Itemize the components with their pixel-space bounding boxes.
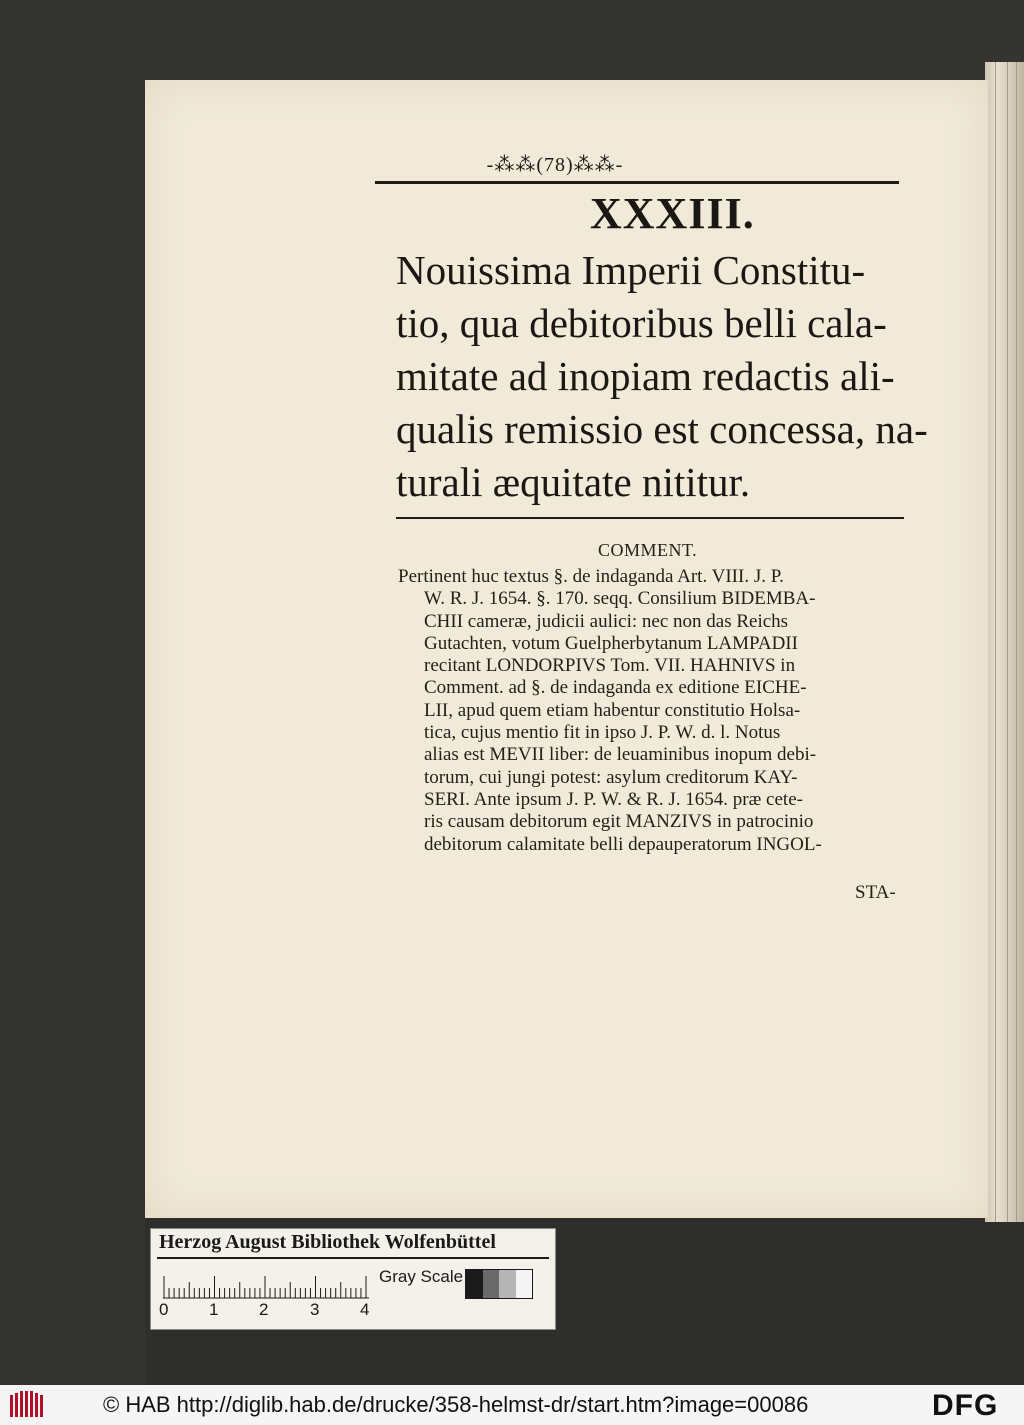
label-underline xyxy=(157,1257,549,1259)
ruler-number: 3 xyxy=(310,1300,320,1319)
heading-line: mitate ad inopiam redactis ali- xyxy=(396,353,895,399)
ruler-number: 2 xyxy=(259,1300,269,1319)
body-line: Pertinent huc textus §. de indaganda Art. VIII. J. P. xyxy=(398,566,784,587)
header-rule xyxy=(375,181,899,184)
ruler-scale xyxy=(163,1269,369,1299)
ruler-number: 0 xyxy=(159,1300,169,1319)
gray-scale-swatches xyxy=(465,1269,533,1299)
body-line: ris causam debitorum egit MANZIVS in patrocinio xyxy=(424,811,814,833)
scan-background-left xyxy=(0,0,145,1385)
copyright-link[interactable]: © HAB http://diglib.hab.de/drucke/358-helmst-dr/start.htm?image=00086 xyxy=(103,1392,809,1417)
body-line: recitant LONDORPIVS Tom. VII. HAHNIVS in xyxy=(424,655,796,677)
heading-rule xyxy=(396,517,904,519)
gray-scale-label: Gray Scale xyxy=(379,1267,464,1286)
body-line: alias est MEVII liber: de leuaminibus inopum debi- xyxy=(424,744,817,766)
body-line: debitorum calamitate belli depauperatorum INGOL- xyxy=(424,833,822,855)
body-line: SERI. Ante ipsum J. P. W. & R. J. 1654. præ cete- xyxy=(424,788,803,810)
scan-background-top xyxy=(0,0,1024,80)
page-edge-stack xyxy=(985,62,1024,1222)
body-line: CHII cameræ, judicii aulici: nec non das Reichs xyxy=(424,610,789,632)
heading-line: Nouissima Imperii Constitu- xyxy=(396,247,866,293)
dfg-logo: DFG xyxy=(932,1389,999,1422)
hab-logo-icon xyxy=(10,1391,44,1419)
comment-title: COMMENT. xyxy=(598,540,698,560)
body-line: W. R. J. 1654. §. 170. seqq. Consilium BIDEMBA- xyxy=(424,588,816,610)
library-name: Herzog August Bibliothek Wolfenbüttel xyxy=(159,1231,496,1253)
ruler-numbers xyxy=(159,1300,379,1322)
heading-line: qualis remissio est concessa, na- xyxy=(396,406,928,452)
ruler-number: 1 xyxy=(209,1300,219,1319)
body-line: Comment. ad §. de indaganda ex editione EICHE- xyxy=(424,677,807,699)
catchword: STA- xyxy=(855,882,896,903)
page-header: -⁂⁂(78)⁂⁂- xyxy=(486,154,624,176)
body-line: tica, cujus mentio fit in ipso J. P. W. d. l. Notus xyxy=(424,722,781,744)
body-line: Gutachten, votum Guelpherbytanum LAMPADII xyxy=(424,632,798,654)
comment-body xyxy=(398,566,918,856)
body-line: LII, apud quem etiam habentur constitutio Holsa- xyxy=(424,699,801,721)
heading-line: tio, qua debitoribus belli cala- xyxy=(396,300,887,346)
section-number: XXXIII. xyxy=(590,189,755,238)
footer-bar xyxy=(0,1385,1024,1425)
body-line: torum, cui jungi potest: asylum creditorum KAY- xyxy=(424,766,798,788)
ruler-number: 4 xyxy=(360,1300,370,1319)
heading-line: turali æquitate nititur. xyxy=(396,459,751,505)
library-label xyxy=(150,1228,556,1330)
section-heading xyxy=(396,244,928,509)
